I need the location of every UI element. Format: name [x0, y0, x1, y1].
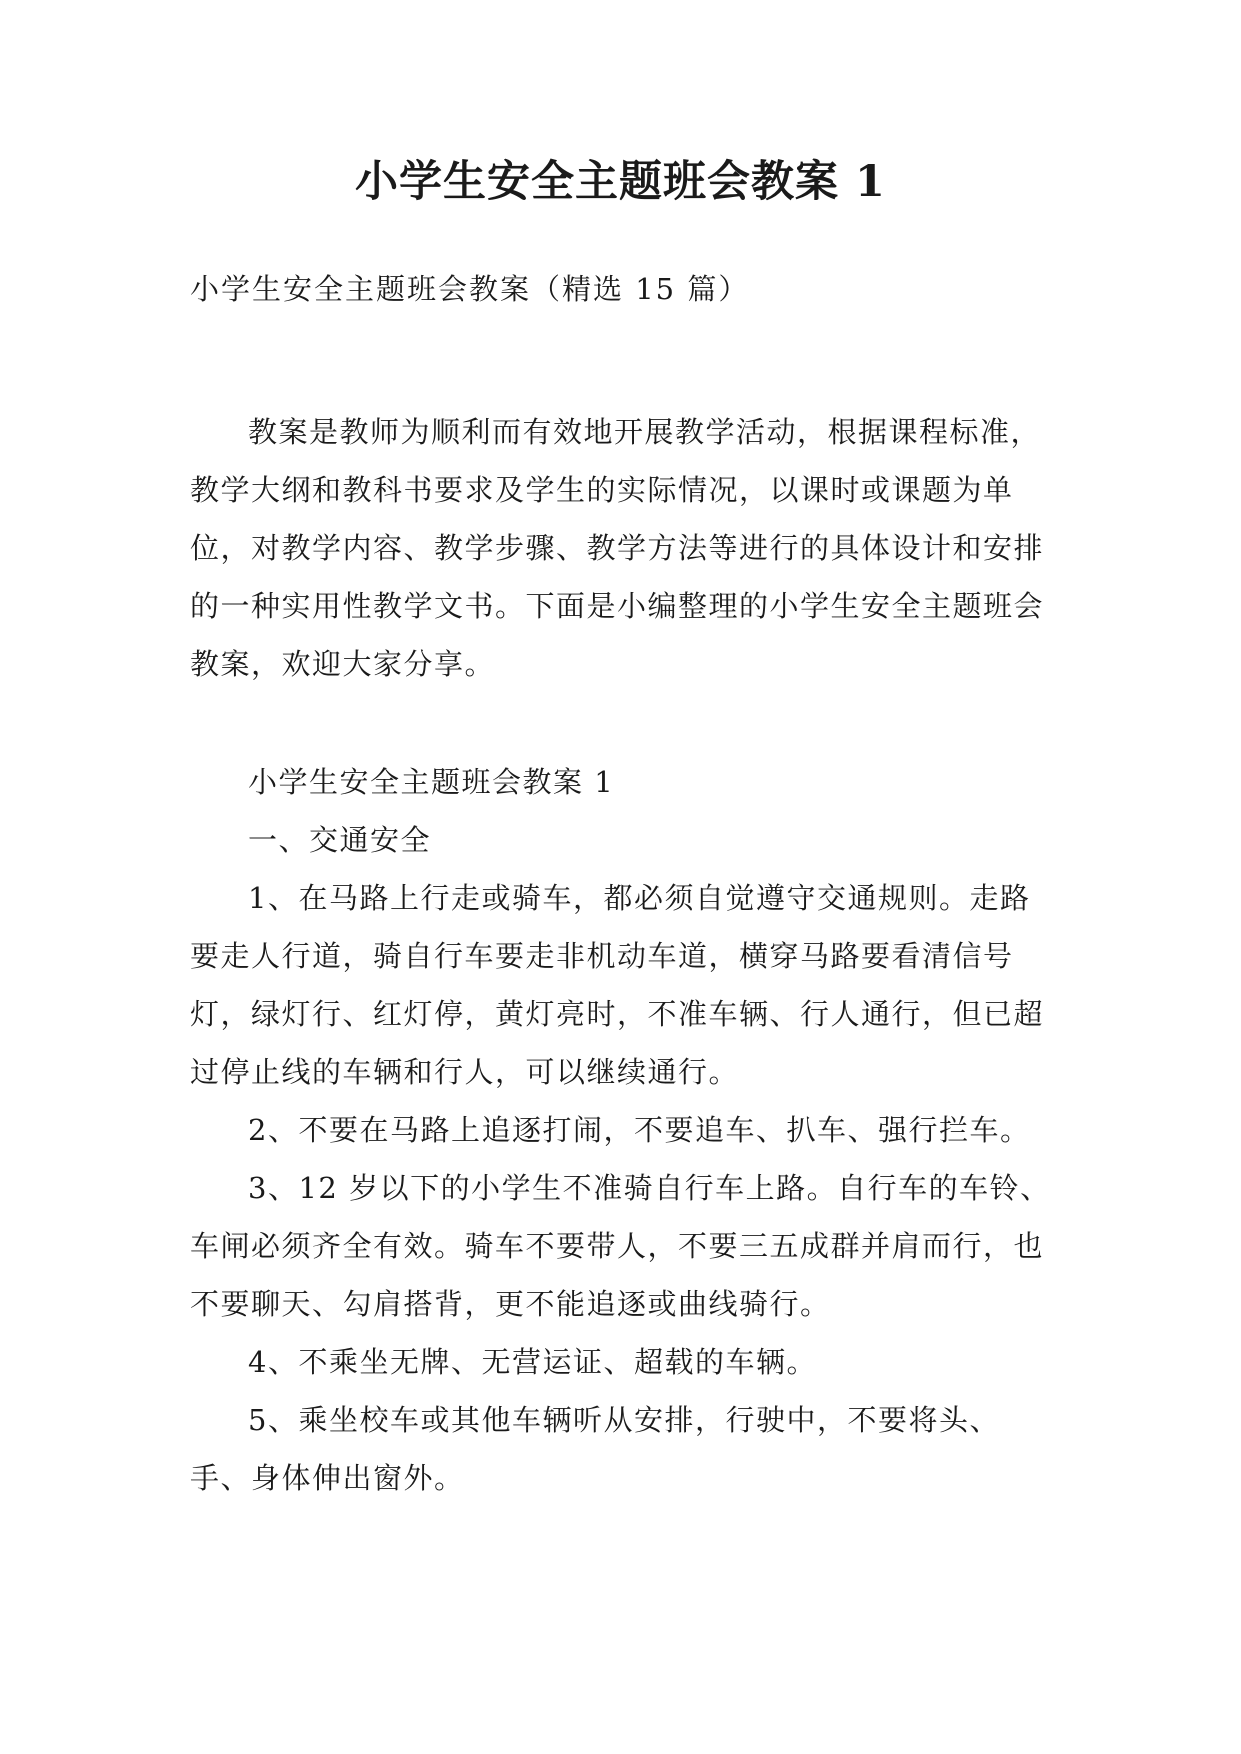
list-item: 5、乘坐校车或其他车辆听从安排，行驶中，不要将头、手、身体伸出窗外。 — [190, 1403, 1000, 1495]
document-title: 小学生安全主题班会教案 1 — [355, 157, 886, 207]
intro-paragraph: 教案是教师为顺利而有效地开展教学活动，根据课程标准，教学大纲和教科书要求及学生的实际情况，以课时或课题为单位，对教学内容、教学步骤、教学方法等进行的具体设计和安排的一种实用性教学文书。下面是小编整理的小学生安全主题班会教案，欢迎大家分享。 — [190, 415, 1045, 681]
list-item: 4、不乘坐无牌、无营运证、超载的车辆。 — [248, 1345, 817, 1379]
document-subtitle: 小学生安全主题班会教案（精选 15 篇） — [190, 272, 750, 306]
subsection-heading: 一、交通安全 — [248, 823, 432, 857]
list-item: 2、不要在马路上追逐打闹，不要追车、扒车、强行拦车。 — [248, 1113, 1031, 1147]
section-heading: 小学生安全主题班会教案 1 — [248, 765, 615, 799]
list-item: 1、在马路上行走或骑车，都必须自觉遵守交通规则。走路要走人行道，骑自行车要走非机动车道，横穿马路要看清信号灯，绿灯行、红灯停，黄灯亮时，不准车辆、行人通行，但已超过停止线的车辆和行人，可以继续通行。 — [190, 881, 1045, 1089]
list-item: 3、12 岁以下的小学生不准骑自行车上路。自行车的车铃、车闸必须齐全有效。骑车不要带人，不要三五成群并肩而行，也不要聊天、勾肩搭背，更不能追逐或曲线骑行。 — [190, 1171, 1051, 1321]
lesson-content — [190, 753, 1058, 1507]
